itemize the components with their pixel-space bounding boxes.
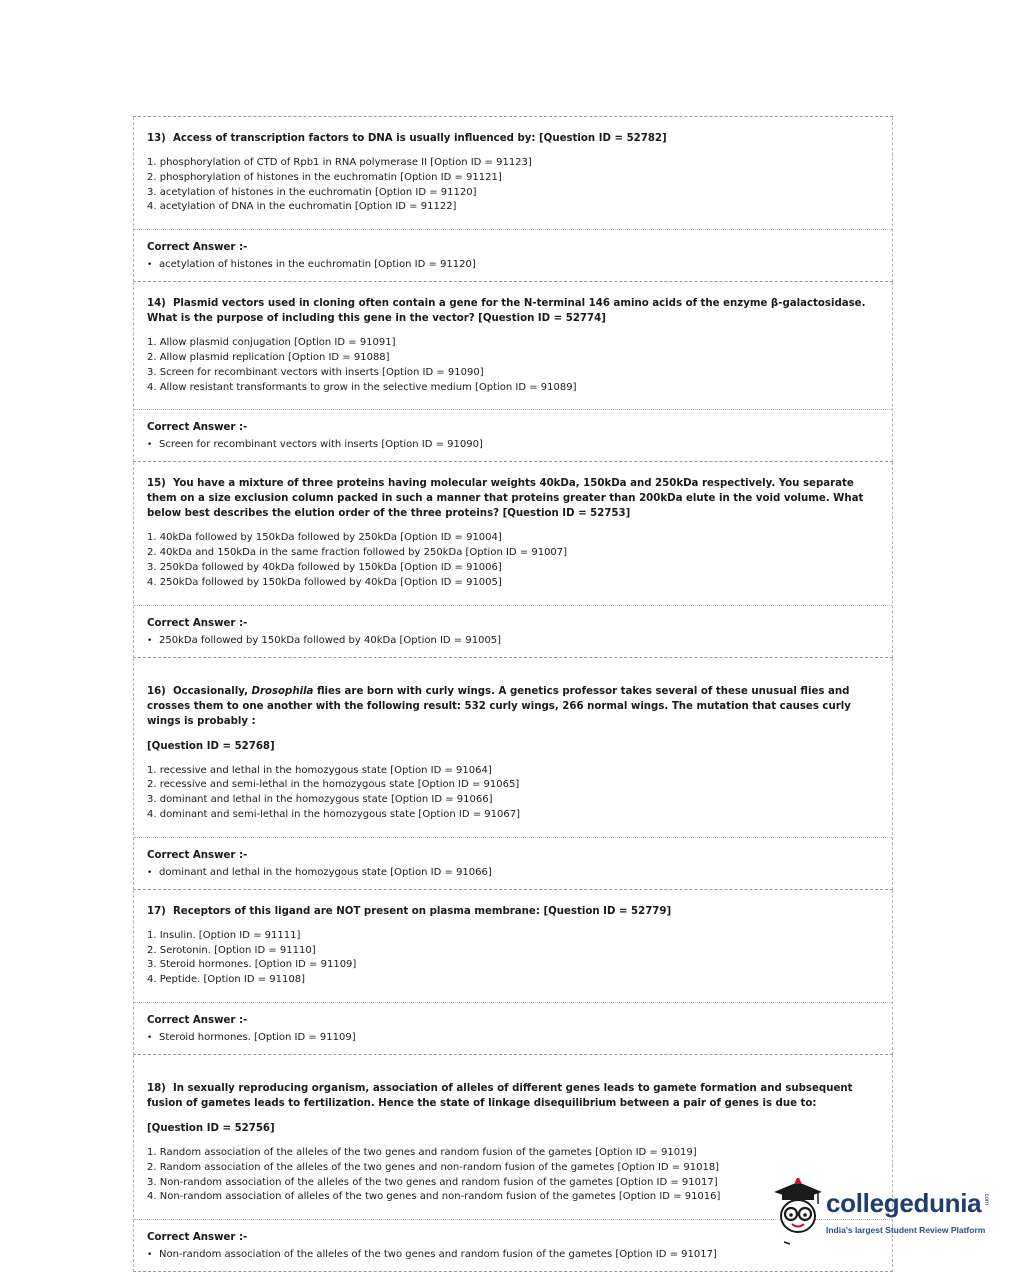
option-list [147,156,879,229]
option-item: 3. acetylation of histones in the euchromatin [Option ID = 91120] [147,186,477,198]
option-list [147,531,879,604]
option-item: 4. Non-random association of alleles of the two genes and non-random fusion of the gametes [Option ID = 91016] [147,1191,721,1203]
option-item: 2. Serotonin. [Option ID = 91110] [147,944,316,956]
question-block-13 [133,117,893,282]
question-text: Access of transcription factors to DNA is usually influenced by: [Question ID = 52782] [172,133,667,144]
bullet-icon: • [147,867,153,878]
option-item: 2. phosphorylation of histones in the euchromatin [Option ID = 91121] [147,171,502,183]
question-text-italic: Drosophila [251,685,314,697]
option-item: 4. acetylation of DNA in the euchromatin [Option ID = 91122] [147,201,457,213]
answer-section [134,229,892,281]
answer-text: Steroid hormones. [Option ID = 91109] [159,1031,356,1043]
question-number: 16) [147,685,166,697]
answer-text: Non-random association of the alleles of the two genes and random fusion of the gametes [Option ID = 91017] [159,1249,717,1261]
logo-domain-suffix: .com [983,1192,989,1206]
question-number: 17) [147,905,166,917]
answer-label: Correct Answer :- [147,1232,248,1244]
question-text-pre: Occasionally, [172,685,252,697]
answer-label: Correct Answer :- [147,422,248,434]
question-text: In sexually reproducing organism, association of alleles of different genes leads to gamete formation and subsequent fusion of gametes leads to fertilization. Hence the state of linkage disequilibrium between a pair of genes is due to: [147,1082,853,1109]
option-item: 1. Allow plasmid conjugation [Option ID = 91091] [147,337,396,349]
option-item: 4. dominant and semi-lethal in the homozygous state [Option ID = 91067] [147,808,520,820]
question-text: Plasmid vectors used in cloning often contain a gene for the N-terminal 146 amino acids of the enzyme β-galactosidase. What is the purpose of including this gene in the vector? [Question ID = 52774] [147,298,866,325]
option-item: 4. 250kDa followed by 150kDa followed by 40kDa [Option ID = 91005] [147,576,502,588]
option-item: 1. phosphorylation of CTD of Rpb1 in RNA polymerase II [Option ID = 91123] [147,157,532,168]
answer-text: acetylation of histones in the euchromatin [Option ID = 91120] [159,259,476,271]
bullet-icon: • [147,260,153,271]
answer-label: Correct Answer :- [147,617,248,629]
answer-section [134,409,892,461]
bullet-icon: • [147,1250,153,1261]
answer-text: 250kDa followed by 150kDa followed by 40kDa [Option ID = 91005] [159,634,502,646]
answer-label: Correct Answer :- [147,1014,248,1026]
question-id: [Question ID = 52756] [147,1122,275,1134]
answer-section [134,837,892,889]
question-number: 15) [147,478,166,490]
answer-text: dominant and lethal in the homozygous state [Option ID = 91066] [159,866,492,878]
option-item: 2. Random association of the alleles of the two genes and non-random fusion of the gametes [Option ID = 91018] [147,1161,720,1173]
question-text-post: flies are born with curly wings. A genetics professor takes several of these unusual flies and crosses them to one another with the following result: 532 curly wings, 266 normal wings. The mutation that causes curly wings is probably : [147,685,851,727]
option-list [147,764,879,837]
question-text: Receptors of this ligand are NOT present on plasma membrane: [Question ID = 52779] [172,905,672,917]
question-title [147,476,879,521]
bullet-icon: • [147,440,153,451]
question-title [147,904,879,919]
answer-section [134,1002,892,1054]
option-item: 1. Insulin. [Option ID = 91111] [147,929,301,941]
question-title [147,1081,879,1111]
question-title [147,296,879,326]
option-item: 4. Peptide. [Option ID = 91108] [147,974,306,986]
option-item: 3. 250kDa followed by 40kDa followed by 150kDa [Option ID = 91006] [147,561,502,573]
option-list [147,929,879,1002]
answer-text: Screen for recombinant vectors with inserts [Option ID = 91090] [159,439,483,451]
question-block-16 [133,658,893,890]
question-number: 14) [147,298,166,310]
question-sheet [133,116,893,1272]
question-id: [Question ID = 52768] [147,740,275,752]
question-number: 18) [147,1082,166,1094]
question-number: 13) [147,133,166,144]
option-item: 1. recessive and lethal in the homozygous state [Option ID = 91064] [147,764,492,776]
bullet-icon: • [147,635,153,646]
logo-wordmark: collegedunia [826,1188,982,1218]
collegedunia-logo[interactable] [768,1178,998,1248]
option-item: 2. Allow plasmid replication [Option ID = 91088] [147,351,390,363]
option-item: 4. Allow resistant transformants to grow in the selective medium [Option ID = 91089] [147,381,577,393]
question-title [147,684,879,729]
answer-label: Correct Answer :- [147,849,248,861]
option-item: 1. 40kDa followed by 150kDa followed by 250kDa [Option ID = 91004] [147,532,502,544]
question-block-17 [133,890,893,1055]
option-item: 3. Non-random association of the alleles of the two genes and random fusion of the gametes [Option ID = 91017] [147,1176,718,1188]
option-item: 2. 40kDa and 150kDa in the same fraction followed by 250kDa [Option ID = 91007] [147,547,568,559]
answer-section [134,605,892,657]
question-text: You have a mixture of three proteins having molecular weights 40kDa, 150kDa and 250kDa respectively. You separate them on a size exclusion column packed in such a manner that proteins greater than 200kDa elute in the void volume. What below best describes the elution order of the three proteins? [Question ID = 52753] [147,478,864,520]
question-title [147,131,879,146]
question-block-14 [133,282,893,462]
option-item: 3. dominant and lethal in the homozygous state [Option ID = 91066] [147,794,493,806]
option-list [147,336,879,409]
option-item: 3. Steroid hormones. [Option ID = 91109] [147,959,357,971]
option-item: 2. recessive and semi-lethal in the homozygous state [Option ID = 91065] [147,779,520,791]
option-item: 3. Screen for recombinant vectors with inserts [Option ID = 91090] [147,366,484,378]
bullet-icon: • [147,1032,153,1043]
mascot-icon [768,1178,826,1248]
question-block-15 [133,462,893,657]
answer-label: Correct Answer :- [147,242,248,254]
option-item: 1. Random association of the alleles of the two genes and random fusion of the gametes [Option ID = 91019] [147,1146,697,1158]
logo-tagline: India's largest Student Review Platform [826,1225,986,1235]
